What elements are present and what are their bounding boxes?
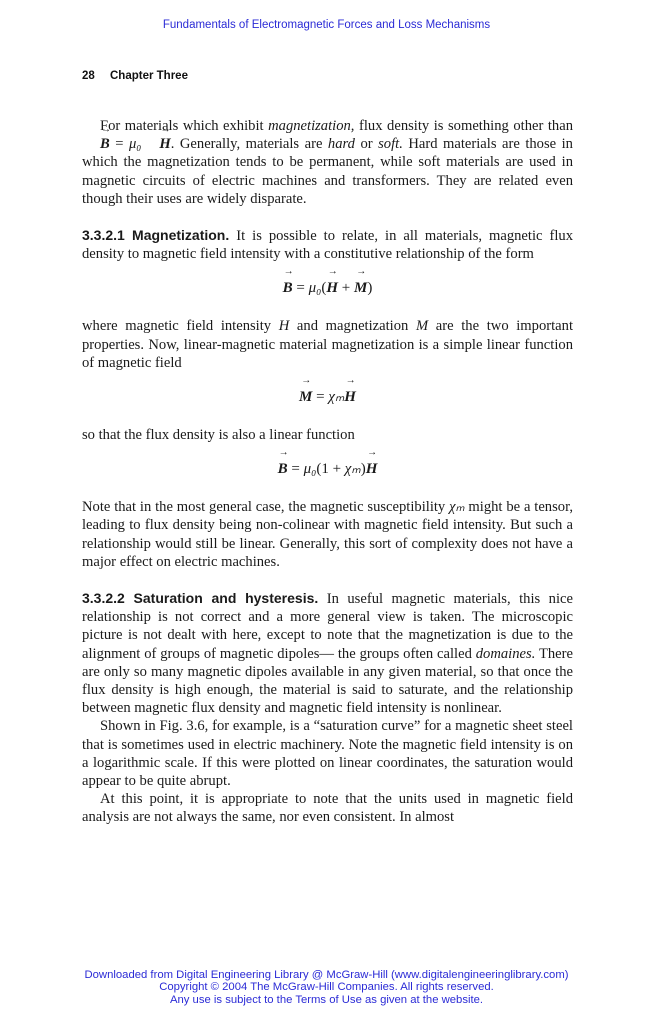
intro-paragraph: For materials which exhibit magnetization, flux density is something other than → B = μ₀→ H. Generally, materials are hard or soft. Hard materials are those in which the magnetization tends to be permanent, while soft materials are used in magnetic circuits of electric machines and transformers. They are related even though their uses are widely disparate. — [82, 117, 573, 208]
field-intensity-paragraph: where magnetic field intensity H and magnetization M are the two important properties. Now, linear-magnetic material magnetization is a simple linear function of magnetic field — [82, 318, 574, 371]
equation-b-mu0-h-plus-m: → B = μ₀(→ H + → M) — [82, 277, 573, 299]
vector-H-symbol: → H — [141, 135, 170, 153]
units-paragraph: At this point, it is appropriate to note that the units used in magnetic field analysis are not always the same, nor even consistent. In almost — [82, 791, 573, 826]
page-number: 28 — [82, 70, 95, 82]
body-text — [82, 117, 573, 827]
saturation-curve-paragraph: Shown in Fig. 3.6, for example, is a “saturation curve” for a magnetic sheet steel that is sometimes used in electric machinery. Note the magnetic field intensity is on a logarithmic scale. If this were plotted on linear coordinates, the saturation would appear to be quite abrupt. — [82, 718, 573, 790]
section-heading-magnetization: 3.3.2.1 Magnetization. — [82, 227, 230, 244]
footer-download-line: Downloaded from Digital Engineering Library @ McGraw-Hill (www.digitalengineeringlibrary.com) — [84, 969, 569, 981]
equation-b-mu0-one-plus-chi-h: → B = μ₀(1 + χₘ)→ H — [82, 458, 573, 480]
equation-m-chi-h: → M = χₘ→ H — [82, 386, 573, 408]
susceptibility-paragraph: Note that in the most general case, the magnetic susceptibility χₘ might be a tensor, leading to flux density being non-colinear with magnetic field intensity. But such a relationship would still be linear. Generally, this sort of complexity does not have a major effect on electric machines. — [82, 499, 573, 570]
linear-function-line: so that the flux density is also a linear function — [82, 427, 355, 444]
saturation-paragraph: 3.3.2.2 Saturation and hysteresis. In useful magnetic materials, this nice relationship is not correct and a more general view is taken. The microscopic picture is not dealt with here, except to note that the magnetization is due to the alignment of groups of magnetic dipoles— the groups often called domaines. There are only so many magnetic dipoles available in any given material, so that once the flux density is high enough, the material is said to saturate, and the relationship between magnetic flux density and magnetic field intensity is nonlinear. — [82, 590, 573, 717]
footer-copyright-line: Copyright © 2004 The McGraw-Hill Companies. All rights reserved. — [159, 981, 494, 994]
vector-B-symbol: → B — [82, 135, 110, 153]
section-heading-saturation: 3.3.2.2 Saturation and hysteresis. — [82, 590, 319, 607]
chapter-line — [82, 70, 188, 82]
running-title: Fundamentals of Electromagnetic Forces and Loss Mechanisms — [162, 19, 491, 31]
footer-terms-line: Any use is subject to the Terms of Use as given at the website. — [169, 993, 484, 1006]
chapter-title: Chapter Three — [110, 70, 188, 82]
footer-notice — [0, 969, 653, 1006]
magnetization-paragraph: 3.3.2.1 Magnetization. It is possible to relate, in all materials, magnetic flux density to magnetic field intensity with a constitutive relationship of the form — [82, 227, 573, 263]
